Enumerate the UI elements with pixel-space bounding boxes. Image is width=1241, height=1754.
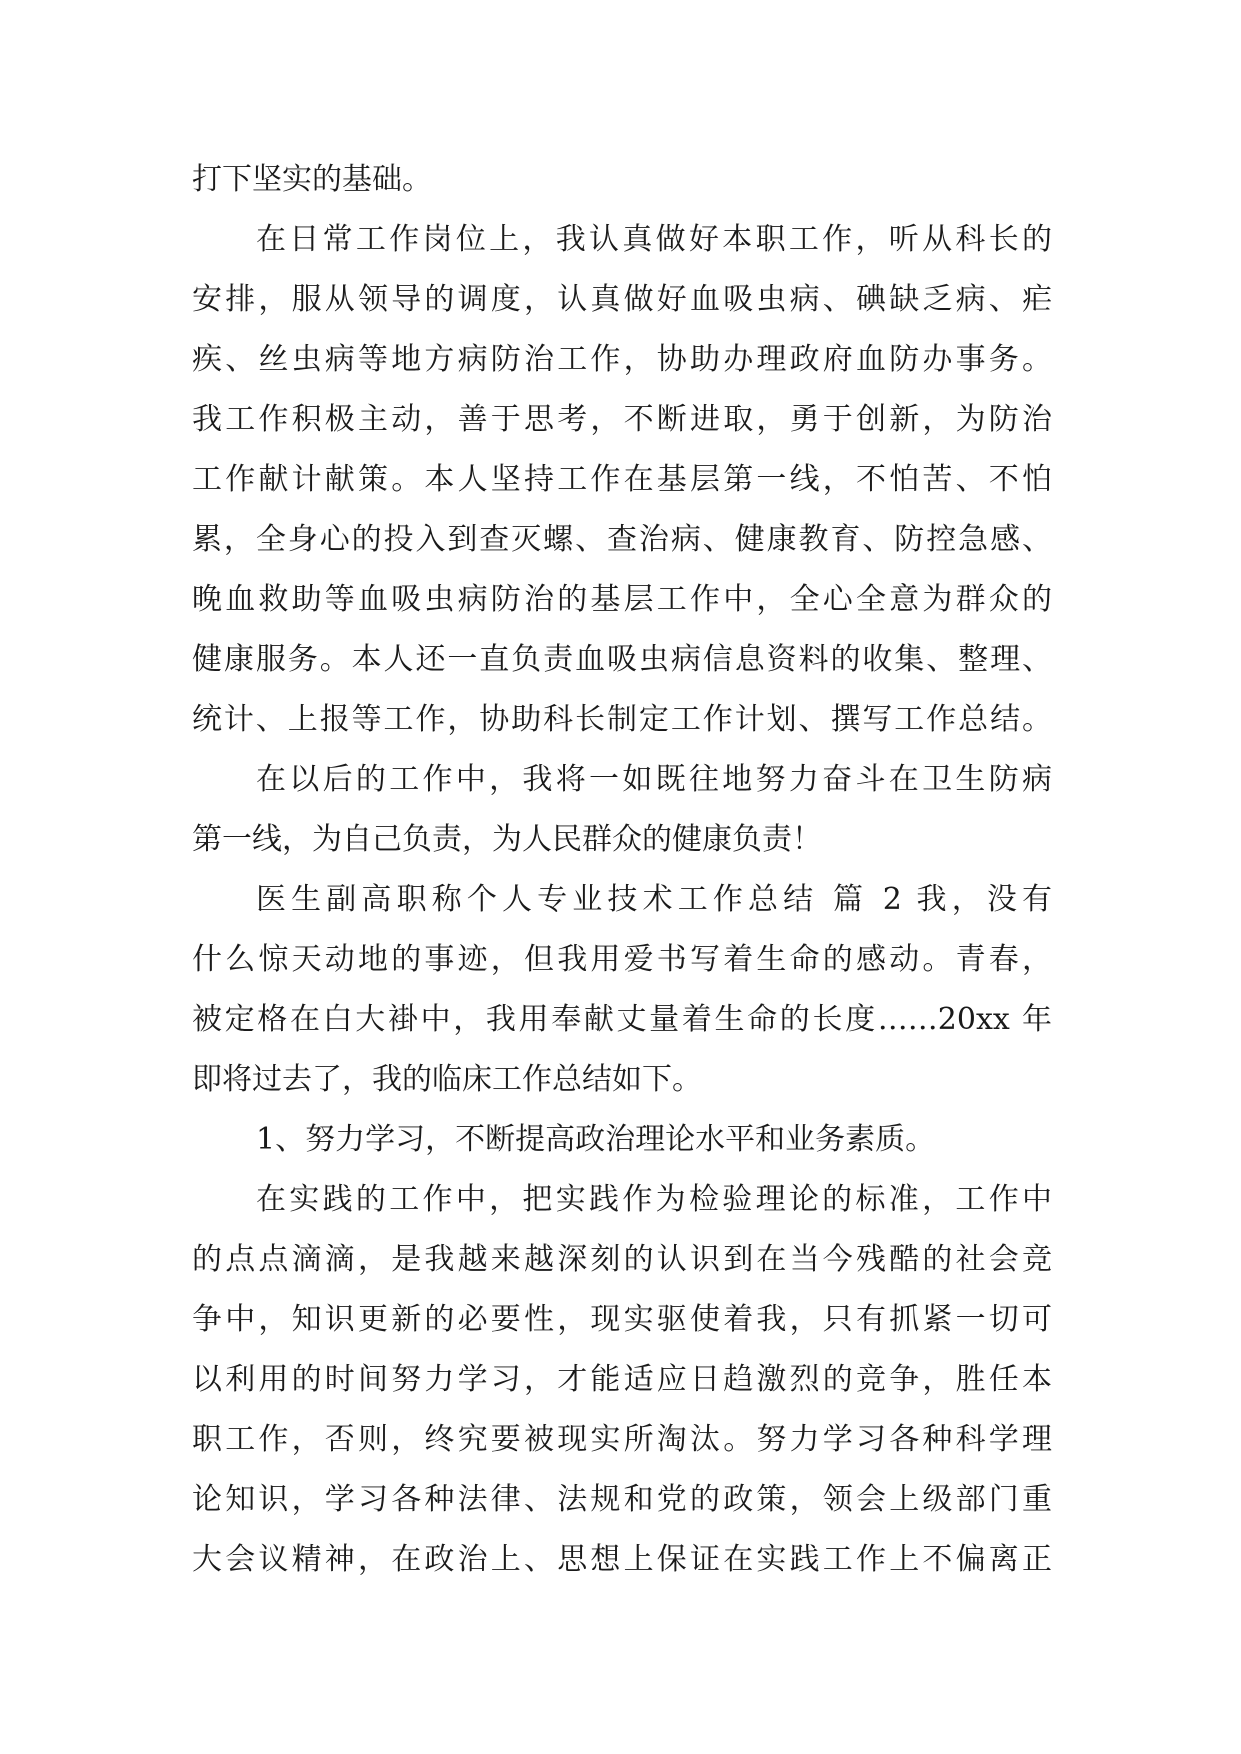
paragraph-start-line: 在以后的工作中，我将一如既往地努力奋斗在卫生防病 — [256, 762, 1052, 797]
numbered-heading-line: 1、努力学习，不断提高政治理论水平和业务素质。 — [256, 1122, 936, 1157]
text-line: 论知识，学习各种法律、法规和党的政策，领会上级部门重 — [192, 1482, 1052, 1517]
text-line: 争中，知识更新的必要性，现实驱使着我，只有抓紧一切可 — [192, 1302, 1052, 1337]
text-line: 即将过去了，我的临床工作总结如下。 — [192, 1062, 702, 1097]
paragraph-start-line: 在实践的工作中，把实践作为检验理论的标准，工作中 — [256, 1182, 1052, 1217]
text-line: 健康服务。本人还一直负责血吸虫病信息资料的收集、整理、 — [192, 642, 1052, 677]
text-line: 安排，服从领导的调度，认真做好血吸虫病、碘缺乏病、疟 — [192, 282, 1052, 317]
text-line: 职工作，否则，终究要被现实所淘汰。努力学习各种科学理 — [192, 1422, 1052, 1457]
text-line: 第一线，为自己负责，为人民群众的健康负责！ — [192, 822, 822, 857]
text-line: 什么惊天动地的事迹，但我用爱书写着生命的感动。青春， — [192, 942, 1052, 977]
text-line: 统计、上报等工作，协助科长制定工作计划、撰写工作总结。 — [192, 702, 1052, 737]
paragraph-start-line: 在日常工作岗位上，我认真做好本职工作，听从科长的 — [256, 222, 1052, 257]
section-heading-line: 医生副高职称个人专业技术工作总结 篇 2 我，没有 — [256, 882, 1052, 917]
text-line: 大会议精神，在政治上、思想上保证在实践工作上不偏离正 — [192, 1542, 1052, 1577]
text-line: 我工作积极主动，善于思考，不断进取，勇于创新，为防治 — [192, 402, 1052, 437]
text-line: 晚血救助等血吸虫病防治的基层工作中，全心全意为群众的 — [192, 582, 1052, 617]
text-line: 被定格在白大褂中，我用奉献丈量着生命的长度……20xx 年 — [192, 1002, 1052, 1037]
text-line: 打下坚实的基础。 — [192, 162, 432, 197]
text-line: 累，全身心的投入到查灭螺、查治病、健康教育、防控急感、 — [192, 522, 1052, 557]
text-line: 以利用的时间努力学习，才能适应日趋激烈的竞争，胜任本 — [192, 1362, 1052, 1397]
text-line: 疾、丝虫病等地方病防治工作，协助办理政府血防办事务。 — [192, 342, 1052, 377]
text-line: 的点点滴滴，是我越来越深刻的认识到在当今残酷的社会竞 — [192, 1242, 1052, 1277]
text-line: 工作献计献策。本人坚持工作在基层第一线，不怕苦、不怕 — [192, 462, 1052, 497]
